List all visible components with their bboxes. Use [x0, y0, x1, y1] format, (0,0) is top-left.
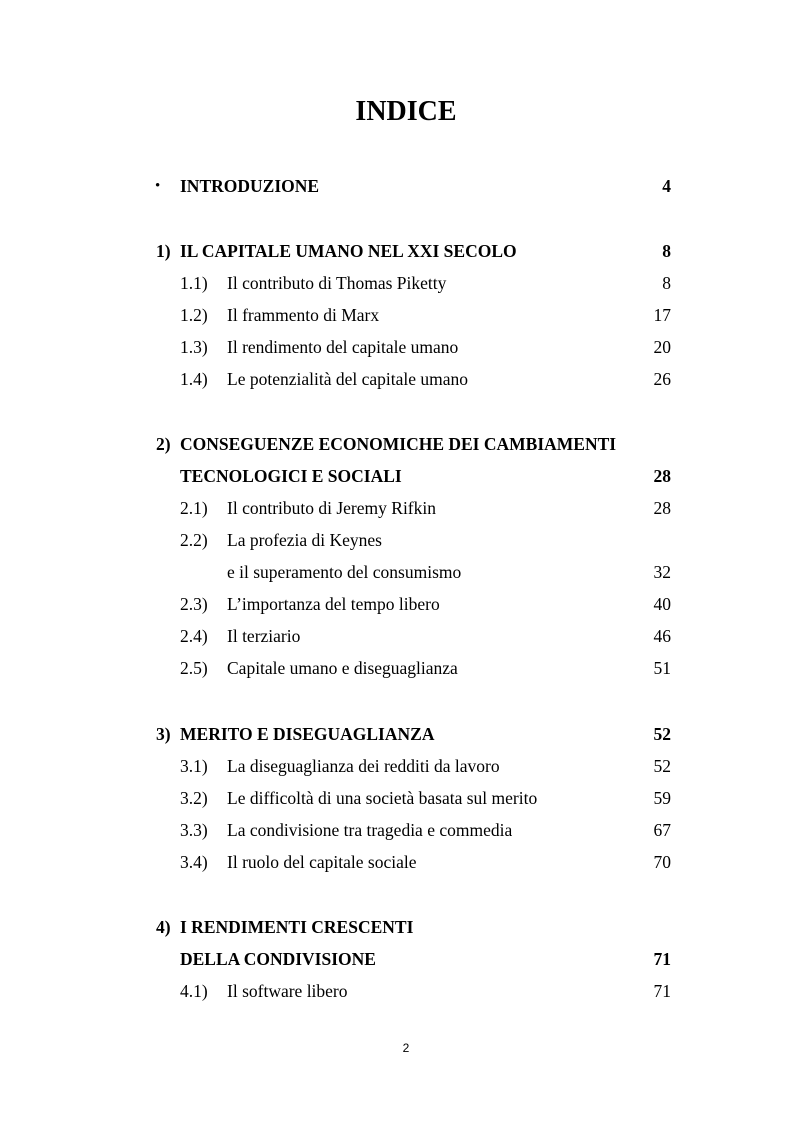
toc-section-1-1[interactable]: [0, 267, 794, 299]
toc-section-3-1[interactable]: [0, 750, 794, 782]
toc-section-number: 4.1): [180, 981, 208, 1001]
toc-chapter-label: CONSEGUENZE ECONOMICHE DEI CAMBIAMENTI: [180, 434, 617, 454]
toc-section-label: Il software libero: [227, 981, 348, 1001]
toc-section-number: 2.4): [180, 626, 208, 646]
toc-section-page: 28: [653, 498, 671, 518]
toc-chapter-4[interactable]: [0, 911, 794, 943]
toc-section-label: Le difficoltà di una società basata sul merito: [227, 788, 538, 808]
toc-section-page: 46: [653, 626, 671, 646]
toc-section-label: Il frammento di Marx: [227, 305, 380, 325]
toc-section-page: 40: [653, 594, 671, 614]
toc-entry-page: 4: [662, 176, 671, 196]
toc-chapter-label: MERITO E DISEGUAGLIANZA: [180, 724, 435, 744]
toc-entry-introduction[interactable]: [0, 170, 794, 202]
toc-section-number: 3.3): [180, 820, 208, 840]
toc-chapter-number: 3): [156, 724, 171, 744]
toc-section-label: Il ruolo del capitale sociale: [227, 852, 417, 872]
toc-chapter-page: 28: [653, 466, 671, 486]
toc-section-1-2[interactable]: [0, 299, 794, 331]
toc-section-label: Le potenzialità del capitale umano: [227, 369, 469, 389]
toc-chapter-page: 71: [653, 949, 671, 969]
toc-section-label: Capitale umano e diseguaglianza: [227, 658, 458, 678]
toc-section-1-3[interactable]: [0, 331, 794, 363]
toc-section-label: Il contributo di Thomas Piketty: [227, 273, 447, 293]
toc-section-page: 20: [653, 337, 671, 357]
toc-section-label-continued: e il superamento del consumismo: [227, 562, 462, 582]
toc-section-page: 59: [653, 788, 671, 808]
toc-chapter-1[interactable]: [0, 235, 794, 267]
toc-chapter-3[interactable]: [0, 718, 794, 750]
toc-chapter-number: 1): [156, 241, 171, 261]
toc-chapter-number: 4): [156, 917, 171, 937]
toc-section-number: 1.2): [180, 305, 208, 325]
toc-section-2-5[interactable]: [0, 652, 794, 684]
bullet-icon: •: [155, 178, 161, 194]
toc-section-label: La diseguaglianza dei redditi da lavoro: [227, 756, 500, 776]
toc-section-2-2-continued[interactable]: [0, 556, 794, 588]
toc-section-page: 17: [653, 305, 671, 325]
toc-section-number: 1.1): [180, 273, 208, 293]
toc-section-page: 67: [653, 820, 671, 840]
toc-section-label: L’importanza del tempo libero: [227, 594, 440, 614]
toc-section-page: 8: [662, 273, 671, 293]
toc-chapter-page: 52: [653, 724, 671, 744]
toc-section-number: 1.4): [180, 369, 208, 389]
toc-section-label: Il contributo di Jeremy Rifkin: [227, 498, 436, 518]
toc-section-page: 71: [653, 981, 671, 1001]
toc-section-label: Il rendimento del capitale umano: [227, 337, 459, 357]
toc-section-4-1[interactable]: [0, 975, 794, 1007]
toc-chapter-2-continued[interactable]: [0, 460, 794, 492]
toc-section-number: 2.5): [180, 658, 208, 678]
toc-section-page: 26: [653, 369, 671, 389]
toc-chapter-label: IL CAPITALE UMANO NEL XXI SECOLO: [180, 241, 517, 261]
toc-section-number: 3.2): [180, 788, 208, 808]
toc-section-number: 1.3): [180, 337, 208, 357]
toc-chapter-2[interactable]: [0, 428, 794, 460]
toc-chapter-4-continued[interactable]: [0, 943, 794, 975]
toc-section-label: La profezia di Keynes: [227, 530, 382, 550]
toc-section-page: 70: [653, 852, 671, 872]
page-title: INDICE: [355, 96, 457, 127]
toc-section-2-2[interactable]: [0, 524, 794, 556]
toc-section-1-4[interactable]: [0, 363, 794, 395]
toc-section-number: 2.1): [180, 498, 208, 518]
toc-section-number: 3.1): [180, 756, 208, 776]
toc-section-3-3[interactable]: [0, 814, 794, 846]
toc-section-number: 2.2): [180, 530, 208, 550]
toc-section-label: La condivisione tra tragedia e commedia: [227, 820, 513, 840]
toc-section-2-3[interactable]: [0, 588, 794, 620]
toc-chapter-label: I RENDIMENTI CRESCENTI: [180, 917, 414, 937]
toc-section-3-2[interactable]: [0, 782, 794, 814]
toc-section-number: 3.4): [180, 852, 208, 872]
toc-entry-label: INTRODUZIONE: [180, 176, 320, 196]
page-number: 2: [402, 1041, 410, 1055]
toc-chapter-label-continued: DELLA CONDIVISIONE: [180, 949, 376, 969]
toc-section-label: Il terziario: [227, 626, 301, 646]
toc-section-page: 32: [653, 562, 671, 582]
toc-section-2-4[interactable]: [0, 620, 794, 652]
toc-section-page: 52: [653, 756, 671, 776]
toc-section-3-4[interactable]: [0, 846, 794, 878]
toc-chapter-number: 2): [156, 434, 171, 454]
toc-section-page: 51: [653, 658, 671, 678]
toc-chapter-page: 8: [662, 241, 671, 261]
toc-section-number: 2.3): [180, 594, 208, 614]
toc-chapter-label-continued: TECNOLOGICI E SOCIALI: [180, 466, 402, 486]
toc-section-2-1[interactable]: [0, 492, 794, 524]
